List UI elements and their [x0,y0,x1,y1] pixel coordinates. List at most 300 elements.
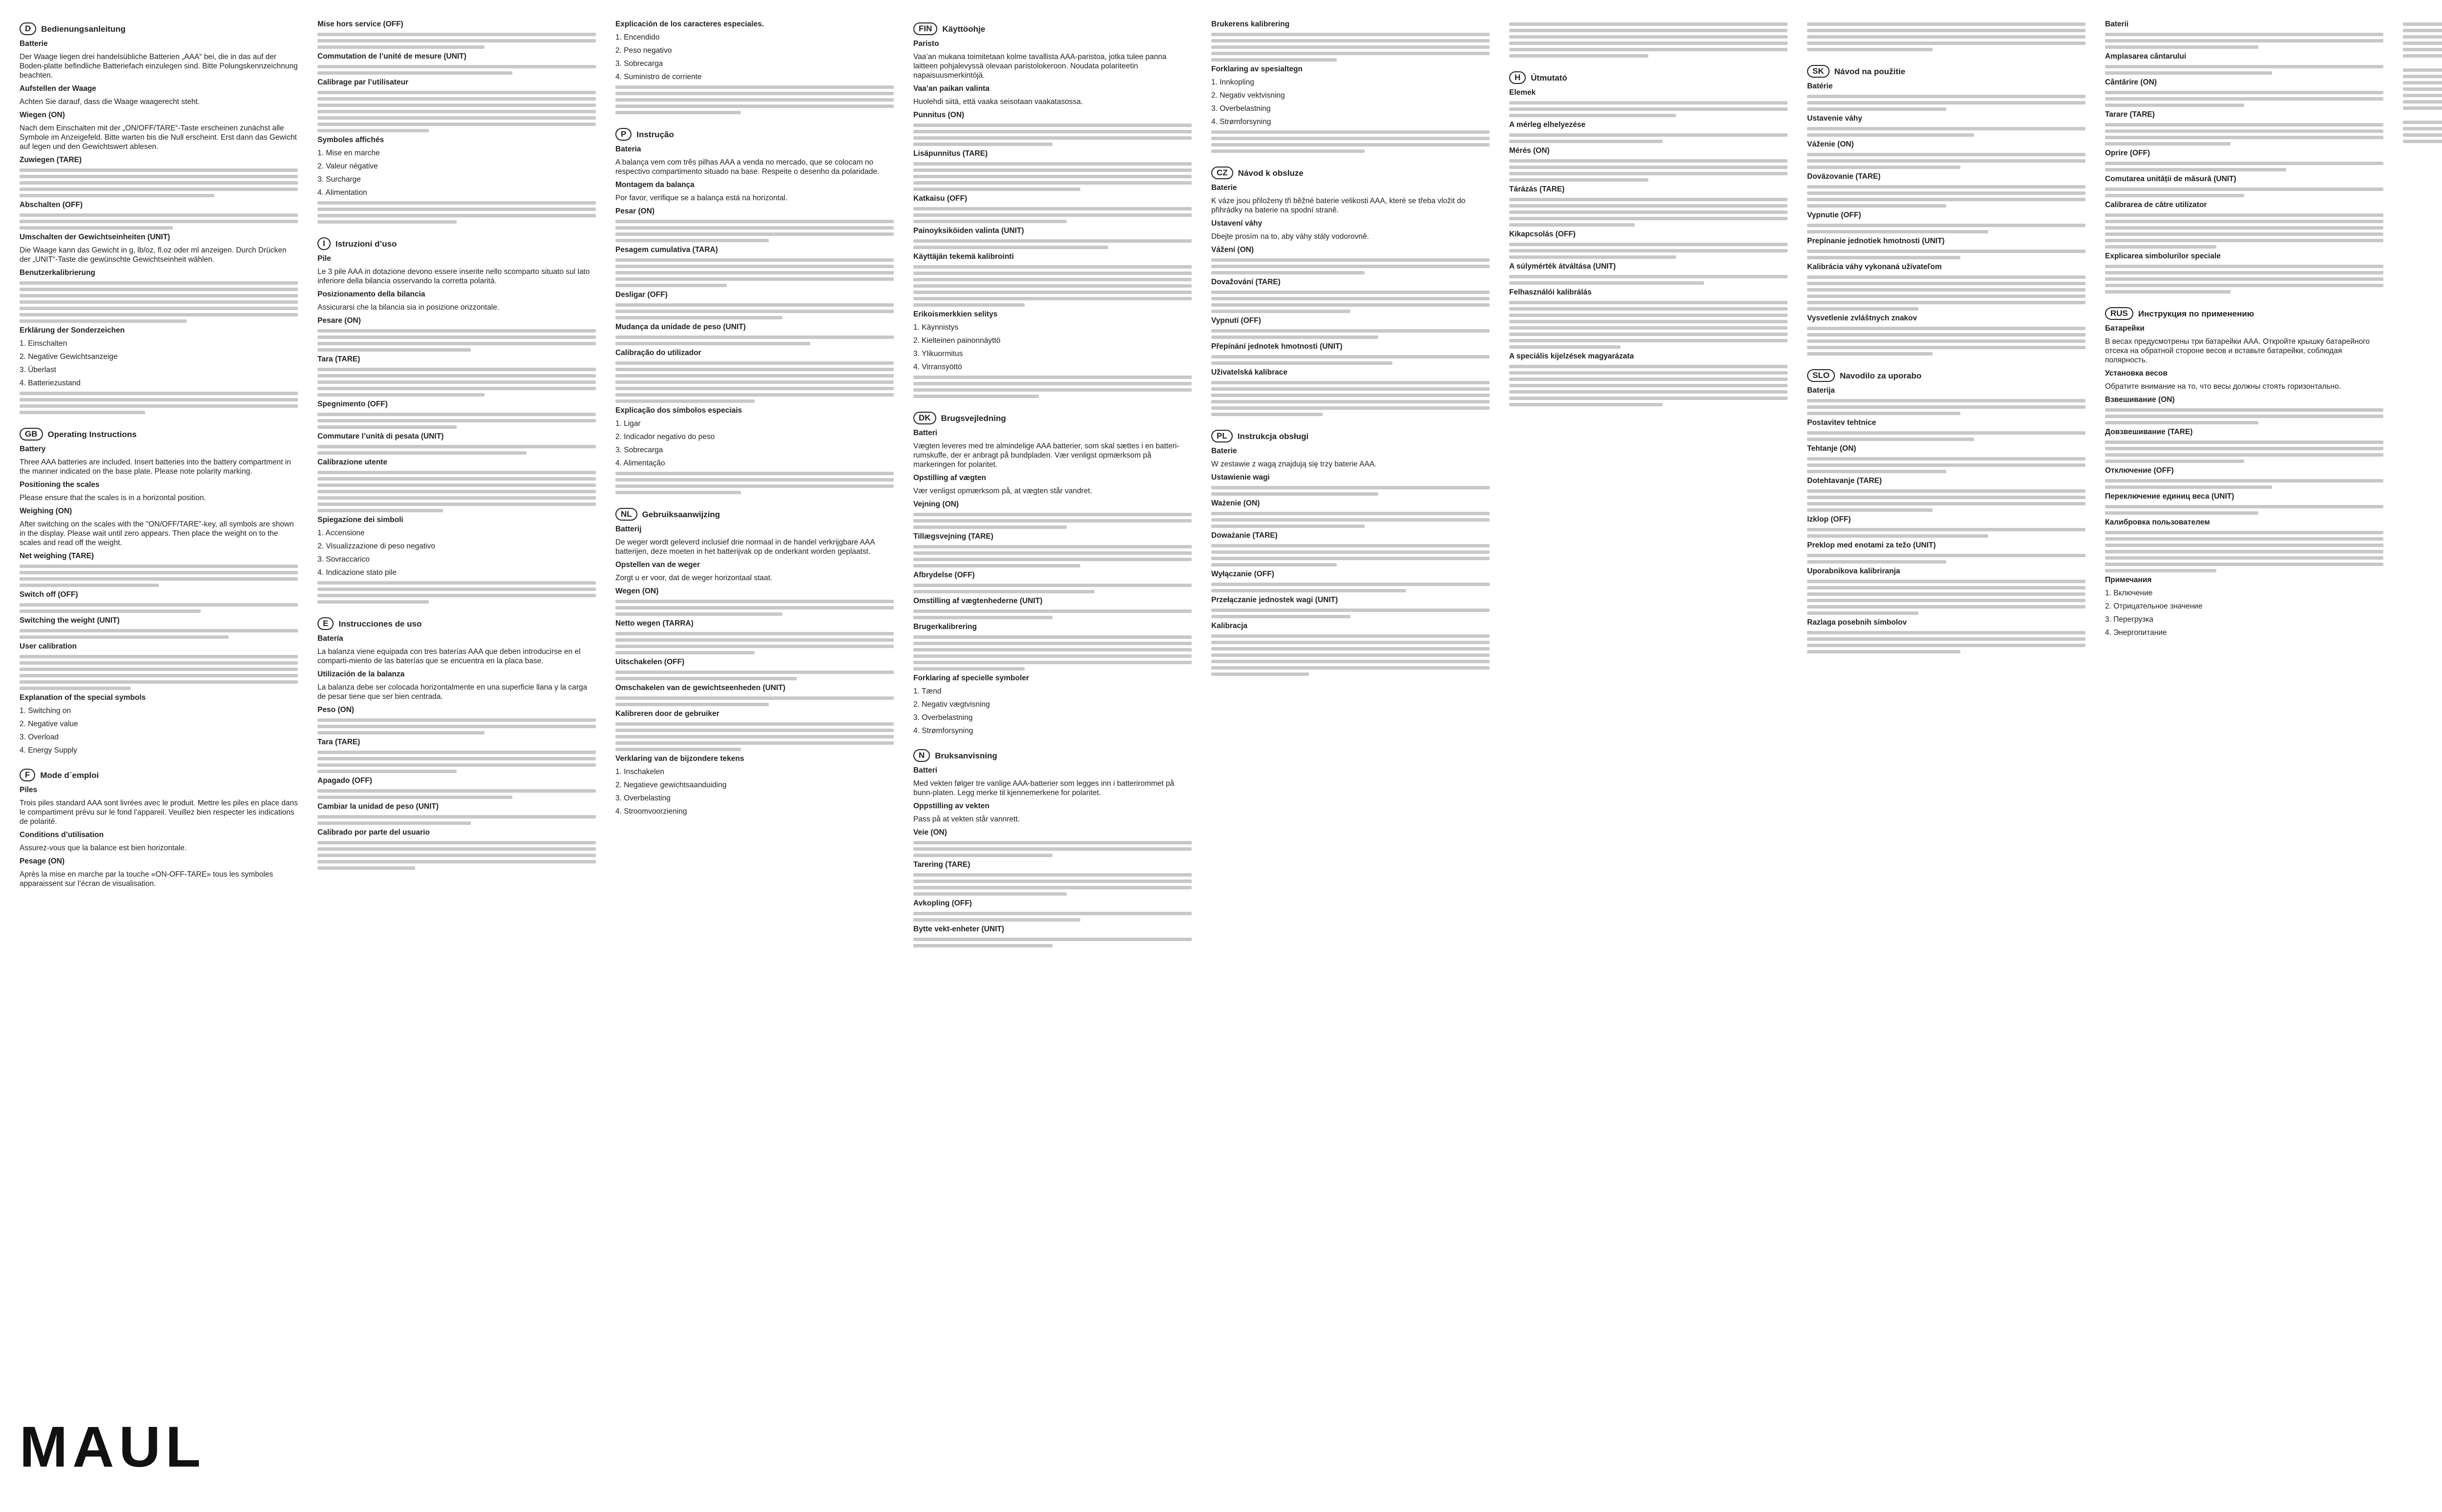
heading: Довзвешивание (TARE) [2105,428,2193,436]
list-item: 2. Negative Gewichtsanzeige [20,353,118,361]
heading: Batteri [913,766,938,775]
paragraph: K váze jsou přiloženy tři běžné baterie velikosti AAA, které se třeba vložit do přihrádky na baterie na spodní straně. [1211,197,1466,214]
heading: Piles [20,786,38,794]
language-badge: F [20,769,35,781]
paragraph: Le 3 pile AAA in dotazione devono essere inserite nello scomparto situato sul lato inferiore della bilancia osservando la corretta polarità. [317,268,590,285]
text-block [2105,162,2383,171]
paragraph: Please ensure that the scales is in a horizontal position. [20,494,206,502]
text-block [1211,634,1490,676]
heading: Kalibrácia váhy vykonaná užívateľom [1807,263,1942,271]
text-block [1211,355,1490,365]
section-title: Инструкция по применению [2138,309,2254,318]
paragraph: Assurez-vous que la balance est bien horizontale. [20,844,187,852]
text-block [615,85,894,114]
heading: Preklop med enotami za težo (UNIT) [1807,541,1936,549]
heading: Dovažování (TARE) [1211,278,1281,286]
text-block [615,303,894,319]
paragraph: Achten Sie darauf, dass die Waage waagerecht steht. [20,98,200,106]
text-block [1509,159,1788,182]
heading: User calibration [20,642,77,651]
heading: Батарейки [2105,324,2145,333]
heading: Forklaring af specielle symboler [913,674,1029,682]
text-block [20,655,298,690]
heading: Tarering (TARE) [913,861,970,869]
heading: Ustavenie váhy [1807,114,1862,123]
section-title: Istruzioni d’uso [335,239,397,249]
heading: Doważanie (TARE) [1211,531,1278,540]
paragraph: Обратите внимание на то, что весы должны стоять горизонтально. [2105,382,2341,391]
list-item: 2. Valeur négative [317,162,378,170]
heading: Mérés (ON) [1509,147,1550,155]
text-block [2105,265,2383,294]
text-block [615,696,894,706]
text-block [1211,258,1490,274]
text-block [1211,381,1490,416]
text-block [913,124,1192,146]
text-block [20,629,298,639]
text-block [1211,130,1490,153]
language-badge: D [20,22,36,35]
heading: Dotehtavanje (TARE) [1807,477,1882,485]
heading: Ustawienie wagi [1211,473,1270,482]
text-block [913,376,1192,398]
list-item: 1. Switching on [20,707,71,715]
heading: Calibrado por parte del usuario [317,828,430,837]
list-item: 1. Accensione [317,529,365,537]
heading: Pesage (ON) [20,857,65,865]
paragraph: В весах предусмотрены три батарейки AAA. Откройте крышку батарейного отсека на обратной стороне весов и вставьте батарейки, соблюдая полярность. [2105,337,2370,364]
text-block [1807,250,2085,259]
text-block [317,91,596,132]
heading: Katkaisu (OFF) [913,194,968,203]
text-block [913,635,1192,671]
paragraph: Zorgt u er voor, dat de weger horizontaal staat. [615,574,773,582]
text-block [615,258,894,287]
list-item: 4. Alimentation [317,189,367,197]
heading: Cântărire (ON) [2105,78,2157,86]
heading: Baterie [1211,447,1237,455]
heading: Explicarea simbolurilor speciale [2105,252,2221,260]
heading: Batteri [913,429,938,437]
heading: Battery [20,445,46,453]
text-block [913,265,1192,307]
language-badge: GB [20,428,43,441]
heading: Opstilling af vægten [913,474,986,482]
heading: Forklaring av spesialtegn [1211,65,1303,73]
heading: Paristo [913,40,939,48]
section-italian [317,234,596,604]
text-block [1807,528,2085,538]
heading: Comutarea unității de măsură (UNIT) [2105,175,2236,183]
section-title: Instrukcja obsługi [1237,432,1309,441]
language-badge: CZ [1211,167,1233,179]
text-block [1807,489,2085,512]
text-block [913,841,1192,857]
list-item: 4. Batteriezustand [20,379,81,387]
heading: Wyłączanie (OFF) [1211,570,1274,578]
heading: Verklaring van de bijzondere tekens [615,755,744,763]
language-badge: SLO [1807,369,1835,382]
paragraph: Die Waage kann das Gewicht in g, lb/oz, fl.oz oder ml anzeigen. Durch Drücken der „UNIT“-Taste die gewünschte Gewichtseinheit wählen. [20,246,287,264]
heading: Ustavení váhy [1211,219,1263,228]
column-3 [615,20,894,1465]
heading: Uporabnikova kalibriranja [1807,567,1900,575]
text-block [1211,291,1490,313]
heading: Batterij [615,525,642,533]
section-hungarian [1509,68,1788,406]
heading: Pesagem cumulativa (TARA) [615,246,718,254]
list-item: 2. Negative value [20,720,78,728]
text-block [913,162,1192,191]
heading: Felhasználói kalibrálás [1509,288,1592,296]
heading: Kalibracja [1211,622,1248,630]
text-block [1509,101,1788,117]
text-block [615,220,894,242]
list-item: 1. Einschalten [20,339,67,348]
column-1 [20,20,298,1465]
section-portuguese [615,125,894,494]
text-block [20,281,298,323]
text-block [1211,544,1490,567]
heading: Switch off (OFF) [20,590,78,599]
section-german [20,20,298,414]
heading: Symboles affichés [317,136,384,144]
text-block [1807,224,2085,233]
heading: Explicação dos símbolos especiais [615,406,742,415]
text-block [1807,399,2085,415]
list-item: 2. Peso negativo [615,46,672,55]
text-block [1807,580,2085,615]
heading: Bytte vekt-enheter (UNIT) [913,925,1005,933]
language-badge: SK [1807,65,1830,78]
heading: A speciális kijelzések magyarázata [1509,352,1634,360]
text-block [317,581,596,604]
heading: Apagado (OFF) [317,777,372,785]
section-norwegian-start [913,746,1192,947]
heading: Baterii [2105,20,2129,28]
text-block [1211,583,1490,592]
list-item: 2. Kielteinen painonnäyttö [913,336,1001,345]
text-block [20,392,298,414]
language-badge: H [1509,71,1526,84]
heading: Baterie [1211,184,1237,192]
list-item: 2. Negativ vægtvisning [913,700,990,709]
text-block [913,912,1192,922]
heading: Lisäpunnitus (TARE) [913,149,988,158]
text-block [615,600,894,616]
text-block [615,361,894,403]
text-block [317,413,596,429]
heading: Spiegazione dei simboli [317,516,403,524]
list-item: 3. Перегрузка [2105,615,2153,624]
heading: Elemek [1509,88,1536,97]
language-badge: P [615,128,632,141]
paragraph: Der Waage liegen drei handelsübliche Batterien „AAA“ bei, die in das auf der Boden-platte befindliche Batteriefach einzulegen sind. Bitte Polungskennzeichnung beachten. [20,53,298,80]
heading: Brukerens kalibrering [1211,20,1290,28]
text-block [1807,275,2085,311]
text-block [1807,457,2085,473]
paragraph: Three AAA batteries are included. Insert batteries into the battery compartment in the manner indicated on the base plate. Please note polarity marking. [20,458,291,476]
text-block [2105,531,2383,572]
section-title: Operating Instructions [47,430,137,439]
text-block [2403,22,2442,58]
section-russian [2105,304,2383,637]
section-slovenian [1807,366,2085,653]
heading: Vypnutie (OFF) [1807,211,1861,219]
heading: Postavitev tehtnice [1807,419,1876,427]
text-block [615,336,894,345]
paragraph: Vægten leveres med tre almindelige AAA batterier, som skal sættes i en batteri-rumskuffe, der er anbragt på bundpladen. Vær venligst opmærksom på markeringen for polaritet. [913,442,1179,469]
language-badge: E [317,617,334,630]
column-5 [1211,20,1490,1465]
section-slovak [1807,62,2085,356]
heading: Vejning (ON) [913,500,959,508]
list-item: 3. Surcharge [317,175,361,184]
paragraph: Nach dem Einschalten mit der „ON/OFF/TARE“-Taste erscheinen zunächst alle Symbole im Anzeigefeld. Bitte warten bis die Null erscheint. Erst dann das Gewicht auf legen und den Gewichtswert ablesen. [20,124,297,151]
text-block [1807,327,2085,356]
column-9 [2403,20,2442,1465]
heading: Pile [317,254,331,263]
section-french-start [20,766,298,888]
heading: Doväzovanie (TARE) [1807,172,1881,181]
heading: Oprire (OFF) [2105,149,2150,157]
text-block [1509,365,1788,406]
list-item: 4. Suministro de corriente [615,73,702,81]
paragraph: Vaa’an mukana toimitetaan kolme tavallista AAA-paristoa, jotka tulee panna laitteen pohjalevyssä olevaan paristolokeroon. Noudata polariteetin napaisuusmerkintöjä. [913,53,1167,80]
heading: Baterija [1807,386,1835,395]
heading: Explanation of the special symbols [20,693,146,702]
text-block [1807,153,2085,169]
list-item: 2. Indicador negativo do peso [615,433,715,441]
heading: Omschakelen van de gewichtseenheden (UNIT) [615,684,785,692]
heading: Amplasarea cântarului [2105,52,2187,61]
text-block [2105,188,2383,197]
heading: Tarare (TARE) [2105,110,2155,119]
section-danish [913,409,1192,735]
list-item: 3. Sobrecarga [615,60,663,68]
heading: Tárázás (TARE) [1509,185,1565,193]
paragraph: A balança vem com três pilhas AAA a venda no mercado, que se colocam no respectivo compartimento situado na base. Respeite o desenho da polaridade. [615,158,880,176]
text-block [615,472,894,494]
section-czech [1211,164,1490,416]
paragraph: Por favor, verifique se a balança está na horizontal. [615,194,788,202]
heading: A súlymérték átváltása (UNIT) [1509,262,1616,271]
section-title: Bruksanvisning [935,751,997,760]
text-block [20,565,298,587]
text-block [1807,127,2085,137]
text-block [615,722,894,751]
heading: Примечания [2105,576,2152,584]
text-block [317,368,596,397]
section-title: Käyttöohje [942,24,986,34]
heading: Установка весов [2105,369,2168,378]
text-block [317,789,596,799]
text-block [317,445,596,455]
list-item: 4. Virransyöttö [913,363,962,371]
list-item: 4. Энергопитание [2105,629,2167,637]
text-block [615,671,894,680]
text-block [317,201,596,224]
heading: Kikapcsolás (OFF) [1509,230,1576,238]
heading: Erklärung der Sonderzeichen [20,326,125,335]
paragraph: After switching on the scales with the "ON/OFF/TARE"-key, all symbols are shown in the display. Please wait until zero appears. Then place the weight on to the scales and read off the weight. [20,520,294,547]
list-item: 1. Inschakelen [615,768,664,776]
text-block [913,545,1192,567]
heading: Uživatelská kalibrace [1211,368,1287,377]
language-badge: N [913,749,930,762]
heading: Tillægsvejning (TARE) [913,532,993,541]
heading: Cambiar la unidad de peso (UNIT) [317,802,439,811]
heading: Explicación de los caracteres especiales. [615,20,764,28]
list-item: 3. Overbelastning [913,714,973,722]
column-7 [1807,20,2085,1465]
heading: Afbrydelse (OFF) [913,571,975,579]
list-item: 3. Sobrecarga [615,446,663,454]
heading: Tehtanje (ON) [1807,444,1856,453]
text-block [2105,65,2383,75]
heading: Переключение единиц веса (UNIT) [2105,492,2234,501]
heading: Aufstellen der Waage [20,84,97,93]
heading: Abschalten (OFF) [20,201,83,209]
heading: Vysvetlenie zvláštnych znakov [1807,314,1917,322]
section-title: Bedienungsanleitung [41,24,126,34]
heading: Váženie (ON) [1807,140,1854,148]
list-item: 4. Indicazione stato pile [317,568,397,577]
paragraph: Pass på at vekten står vannrett. [913,815,1020,823]
heading: Взвешивание (ON) [2105,396,2175,404]
paragraph: Assicurarsi che la bilancia sia in posizione orizzontale. [317,303,500,312]
text-block [2403,68,2442,110]
paragraph: La balanza viene equipada con tres baterías AAA que deben introducirse en el comparti-miento de las baterías que se encuentra en la placa base. [317,648,581,665]
text-block [1211,609,1490,618]
heading: Utilización de la balanza [317,670,405,678]
section-title: Útmutató [1531,73,1567,83]
list-item: 1. Encendido [615,33,660,42]
text-block [1509,275,1788,285]
language-badge: PL [1211,430,1233,442]
heading: Calibrazione utente [317,458,387,466]
text-block [2105,505,2383,515]
heading: Umschalten der Gewichtseinheiten (UNIT) [20,233,170,241]
text-block [317,471,596,512]
list-item: 2. Отрицательное значение [2105,602,2203,610]
heading: Vypnutí (OFF) [1211,316,1261,325]
paragraph: La balanza debe ser colocada horizontalmente en una superficie llana y la carga de pesar tiene que ser bien centrada. [317,683,588,701]
heading: Veie (ON) [913,828,947,837]
heading: Punnitus (ON) [913,111,965,119]
heading: Batería [317,634,343,643]
heading: Brugerkalibrering [913,623,977,631]
text-block [1807,554,2085,564]
heading: Wegen (ON) [615,587,659,595]
heading: Razlaga posebnih simbolov [1807,618,1907,627]
text-block [2403,121,2442,143]
text-block [1807,431,2085,441]
heading: Desligar (OFF) [615,291,668,299]
language-badge: DK [913,412,936,424]
column-2 [317,20,596,1465]
heading: Przełączanie jednostek wagi (UNIT) [1211,596,1338,604]
column-8 [2105,20,2383,1465]
heading: Калибровка пользователем [2105,518,2210,526]
section-polish [1211,427,1490,676]
heading: Zuwiegen (TARE) [20,156,82,164]
text-block [317,841,596,870]
section-title: Brugsvejledning [941,414,1006,423]
heading: Vaa’an paikan valinta [913,84,989,93]
section-title: Mode d´emploi [40,771,99,780]
heading: Commutare l’unità di pesata (UNIT) [317,432,444,441]
paragraph: Dbejte prosím na to, aby váhy stály vodorovně. [1211,232,1369,241]
heading: Bateria [615,145,641,153]
heading: Omstilling af vægtenhederne (UNIT) [913,597,1043,605]
list-item: 3. Überlast [20,366,56,374]
list-item: 2. Negativ vektvisning [1211,91,1285,100]
section-spanish-start [317,614,596,870]
list-item: 3. Sovraccarico [317,555,370,564]
heading: Vážení (ON) [1211,246,1254,254]
heading: Positioning the scales [20,481,100,489]
language-badge: NL [615,508,637,521]
list-item: 1. Käynnistys [913,323,959,332]
heading: Batérie [1807,82,1833,90]
text-block [1807,22,2085,51]
list-item: 1. Ligar [615,420,641,428]
section-dutch-start [615,505,894,816]
text-block [1211,329,1490,339]
text-block [913,207,1192,223]
section-title: Návod k obsluze [1238,168,1304,178]
brand-logo: MAUL [20,1415,206,1479]
text-block [2105,33,2383,49]
heading: Opstellen van de weger [615,561,700,569]
language-badge: RUS [2105,307,2133,320]
heading: Käyttäjän tekemä kalibrointi [913,252,1014,261]
heading: Weighing (ON) [20,507,72,515]
list-item: 1. Tænd [913,687,942,695]
heading: Calibrarea de către utilizator [2105,201,2207,209]
section-title: Gebruiksaanwijzing [642,510,720,519]
list-item: 1. Mise en marche [317,149,380,157]
text-block [317,65,596,75]
heading: A mérleg elhelyezése [1509,121,1586,129]
heading: Posizionamento della bilancia [317,290,425,298]
list-item: 2. Visualizzazione di peso negativo [317,542,435,550]
text-block [1509,243,1788,259]
heading: Uitschakelen (OFF) [615,658,685,666]
text-block [317,718,596,735]
text-block [2105,123,2383,146]
text-block [20,213,298,230]
text-block [1509,133,1788,143]
text-block [317,329,596,352]
paragraph: Huolehdi siitä, että vaaka seisotaan vaakatasossa. [913,98,1083,106]
text-block [1509,301,1788,349]
heading: Oppstilling av vekten [913,802,989,810]
text-block [20,603,298,613]
heading: Calibração do utilizador [615,349,701,357]
column-4 [913,20,1192,1465]
list-item: 3. Overbelastning [1211,105,1271,113]
text-block [317,815,596,825]
text-block [317,751,596,773]
list-item: 4. Energy Supply [20,746,78,755]
heading: Calibrage par l’utilisateur [317,78,409,86]
heading: Batterie [20,40,48,48]
text-block [913,584,1192,593]
list-item: 3. Overbelasting [615,794,671,802]
text-block [1211,486,1490,496]
